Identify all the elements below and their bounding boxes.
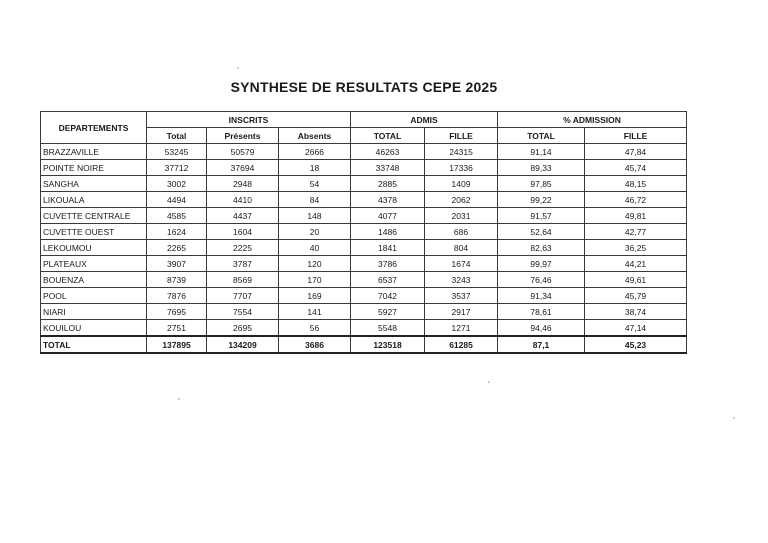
department-cell: KOUILOU	[41, 320, 147, 337]
value-cell: 37694	[207, 160, 279, 176]
subheader-inscrits-absents: Absents	[279, 128, 351, 144]
table-body	[41, 144, 687, 354]
department-cell: BOUENZA	[41, 272, 147, 288]
value-cell: 3907	[147, 256, 207, 272]
value-cell: 4437	[207, 208, 279, 224]
value-cell: 1486	[351, 224, 425, 240]
table-row	[41, 304, 687, 320]
value-cell: 87,1	[498, 336, 585, 353]
value-cell: 82,63	[498, 240, 585, 256]
department-cell: LEKOUMOU	[41, 240, 147, 256]
value-cell: 2948	[207, 176, 279, 192]
value-cell: 804	[425, 240, 498, 256]
value-cell: 137895	[147, 336, 207, 353]
value-cell: 141	[279, 304, 351, 320]
document-title: SYNTHESE DE RESULTATS CEPE 2025	[230, 79, 498, 95]
value-cell: 5548	[351, 320, 425, 337]
value-cell: 45,23	[585, 336, 687, 353]
table-row	[41, 256, 687, 272]
value-cell: 2225	[207, 240, 279, 256]
department-cell: PLATEAUX	[41, 256, 147, 272]
value-cell: 7695	[147, 304, 207, 320]
table-row	[41, 320, 687, 337]
header-row-groups	[41, 112, 687, 128]
value-cell: 47,14	[585, 320, 687, 337]
subheader-inscrits-presents: Présents	[207, 128, 279, 144]
value-cell: 123518	[351, 336, 425, 353]
value-cell: 49,61	[585, 272, 687, 288]
value-cell: 36,25	[585, 240, 687, 256]
results-table	[40, 111, 687, 354]
value-cell: 4585	[147, 208, 207, 224]
value-cell: 7042	[351, 288, 425, 304]
inscrits-header: INSCRITS	[147, 112, 351, 128]
table-row	[41, 160, 687, 176]
table-row	[41, 272, 687, 288]
value-cell: 2885	[351, 176, 425, 192]
scan-speck	[733, 417, 735, 419]
department-cell: NIARI	[41, 304, 147, 320]
scan-speck	[178, 398, 180, 400]
table-row	[41, 288, 687, 304]
admis-header: ADMIS	[351, 112, 498, 128]
scan-speck	[237, 67, 239, 69]
value-cell: 3686	[279, 336, 351, 353]
department-cell: LIKOUALA	[41, 192, 147, 208]
value-cell: 94,46	[498, 320, 585, 337]
value-cell: 89,33	[498, 160, 585, 176]
departements-header	[41, 112, 147, 144]
table-row	[41, 144, 687, 160]
table-row	[41, 224, 687, 240]
value-cell: 47,84	[585, 144, 687, 160]
value-cell: 17336	[425, 160, 498, 176]
value-cell: 54	[279, 176, 351, 192]
value-cell: 1841	[351, 240, 425, 256]
total-row	[41, 336, 687, 353]
value-cell: 8569	[207, 272, 279, 288]
value-cell: 78,61	[498, 304, 585, 320]
value-cell: 4077	[351, 208, 425, 224]
value-cell: 53245	[147, 144, 207, 160]
value-cell: 1604	[207, 224, 279, 240]
value-cell: 91,34	[498, 288, 585, 304]
value-cell: 37712	[147, 160, 207, 176]
value-cell: 2917	[425, 304, 498, 320]
value-cell: 84	[279, 192, 351, 208]
subheader-admis-fille: FILLE	[425, 128, 498, 144]
value-cell: 24315	[425, 144, 498, 160]
value-cell: 56	[279, 320, 351, 337]
value-cell: 3786	[351, 256, 425, 272]
value-cell: 1624	[147, 224, 207, 240]
value-cell: 8739	[147, 272, 207, 288]
value-cell: 20	[279, 224, 351, 240]
value-cell: 91,57	[498, 208, 585, 224]
value-cell: 76,46	[498, 272, 585, 288]
department-cell: POOL	[41, 288, 147, 304]
table-row	[41, 192, 687, 208]
value-cell: 97,85	[498, 176, 585, 192]
value-cell: 49,81	[585, 208, 687, 224]
subheader-admission-fille: FILLE	[585, 128, 687, 144]
value-cell: 3002	[147, 176, 207, 192]
value-cell: 7554	[207, 304, 279, 320]
value-cell: 7876	[147, 288, 207, 304]
value-cell: 44,21	[585, 256, 687, 272]
value-cell: 6537	[351, 272, 425, 288]
value-cell: 148	[279, 208, 351, 224]
department-cell: POINTE NOIRE	[41, 160, 147, 176]
value-cell: 2062	[425, 192, 498, 208]
value-cell: 99,97	[498, 256, 585, 272]
value-cell: 38,74	[585, 304, 687, 320]
value-cell: 48,15	[585, 176, 687, 192]
value-cell: 2265	[147, 240, 207, 256]
value-cell: 61285	[425, 336, 498, 353]
value-cell: 91,14	[498, 144, 585, 160]
value-cell: 45,79	[585, 288, 687, 304]
subheader-inscrits-total: Total	[147, 128, 207, 144]
department-cell: TOTAL	[41, 336, 147, 353]
value-cell: 18	[279, 160, 351, 176]
table-row	[41, 208, 687, 224]
value-cell: 1674	[425, 256, 498, 272]
value-cell: 169	[279, 288, 351, 304]
value-cell: 46263	[351, 144, 425, 160]
value-cell: 46,72	[585, 192, 687, 208]
value-cell: 1271	[425, 320, 498, 337]
value-cell: 5927	[351, 304, 425, 320]
table-row	[41, 176, 687, 192]
value-cell: 2031	[425, 208, 498, 224]
value-cell: 7707	[207, 288, 279, 304]
admission-header: % ADMISSION	[498, 112, 687, 128]
value-cell: 120	[279, 256, 351, 272]
value-cell: 3537	[425, 288, 498, 304]
departements-header-label: DEPARTEMENTS	[58, 122, 129, 133]
value-cell: 134209	[207, 336, 279, 353]
value-cell: 33748	[351, 160, 425, 176]
subheader-admission-total: TOTAL	[498, 128, 585, 144]
table-row	[41, 240, 687, 256]
value-cell: 2695	[207, 320, 279, 337]
value-cell: 2751	[147, 320, 207, 337]
value-cell: 3787	[207, 256, 279, 272]
value-cell: 4378	[351, 192, 425, 208]
value-cell: 52,64	[498, 224, 585, 240]
value-cell: 45,74	[585, 160, 687, 176]
department-cell: CUVETTE CENTRALE	[41, 208, 147, 224]
value-cell: 2666	[279, 144, 351, 160]
value-cell: 99,22	[498, 192, 585, 208]
department-cell: SANGHA	[41, 176, 147, 192]
value-cell: 42,77	[585, 224, 687, 240]
value-cell: 40	[279, 240, 351, 256]
department-cell: BRAZZAVILLE	[41, 144, 147, 160]
subheader-admis-total: TOTAL	[351, 128, 425, 144]
value-cell: 4410	[207, 192, 279, 208]
scan-speck	[488, 381, 490, 383]
department-cell: CUVETTE OUEST	[41, 224, 147, 240]
value-cell: 1409	[425, 176, 498, 192]
value-cell: 3243	[425, 272, 498, 288]
value-cell: 50579	[207, 144, 279, 160]
value-cell: 170	[279, 272, 351, 288]
value-cell: 686	[425, 224, 498, 240]
value-cell: 4494	[147, 192, 207, 208]
